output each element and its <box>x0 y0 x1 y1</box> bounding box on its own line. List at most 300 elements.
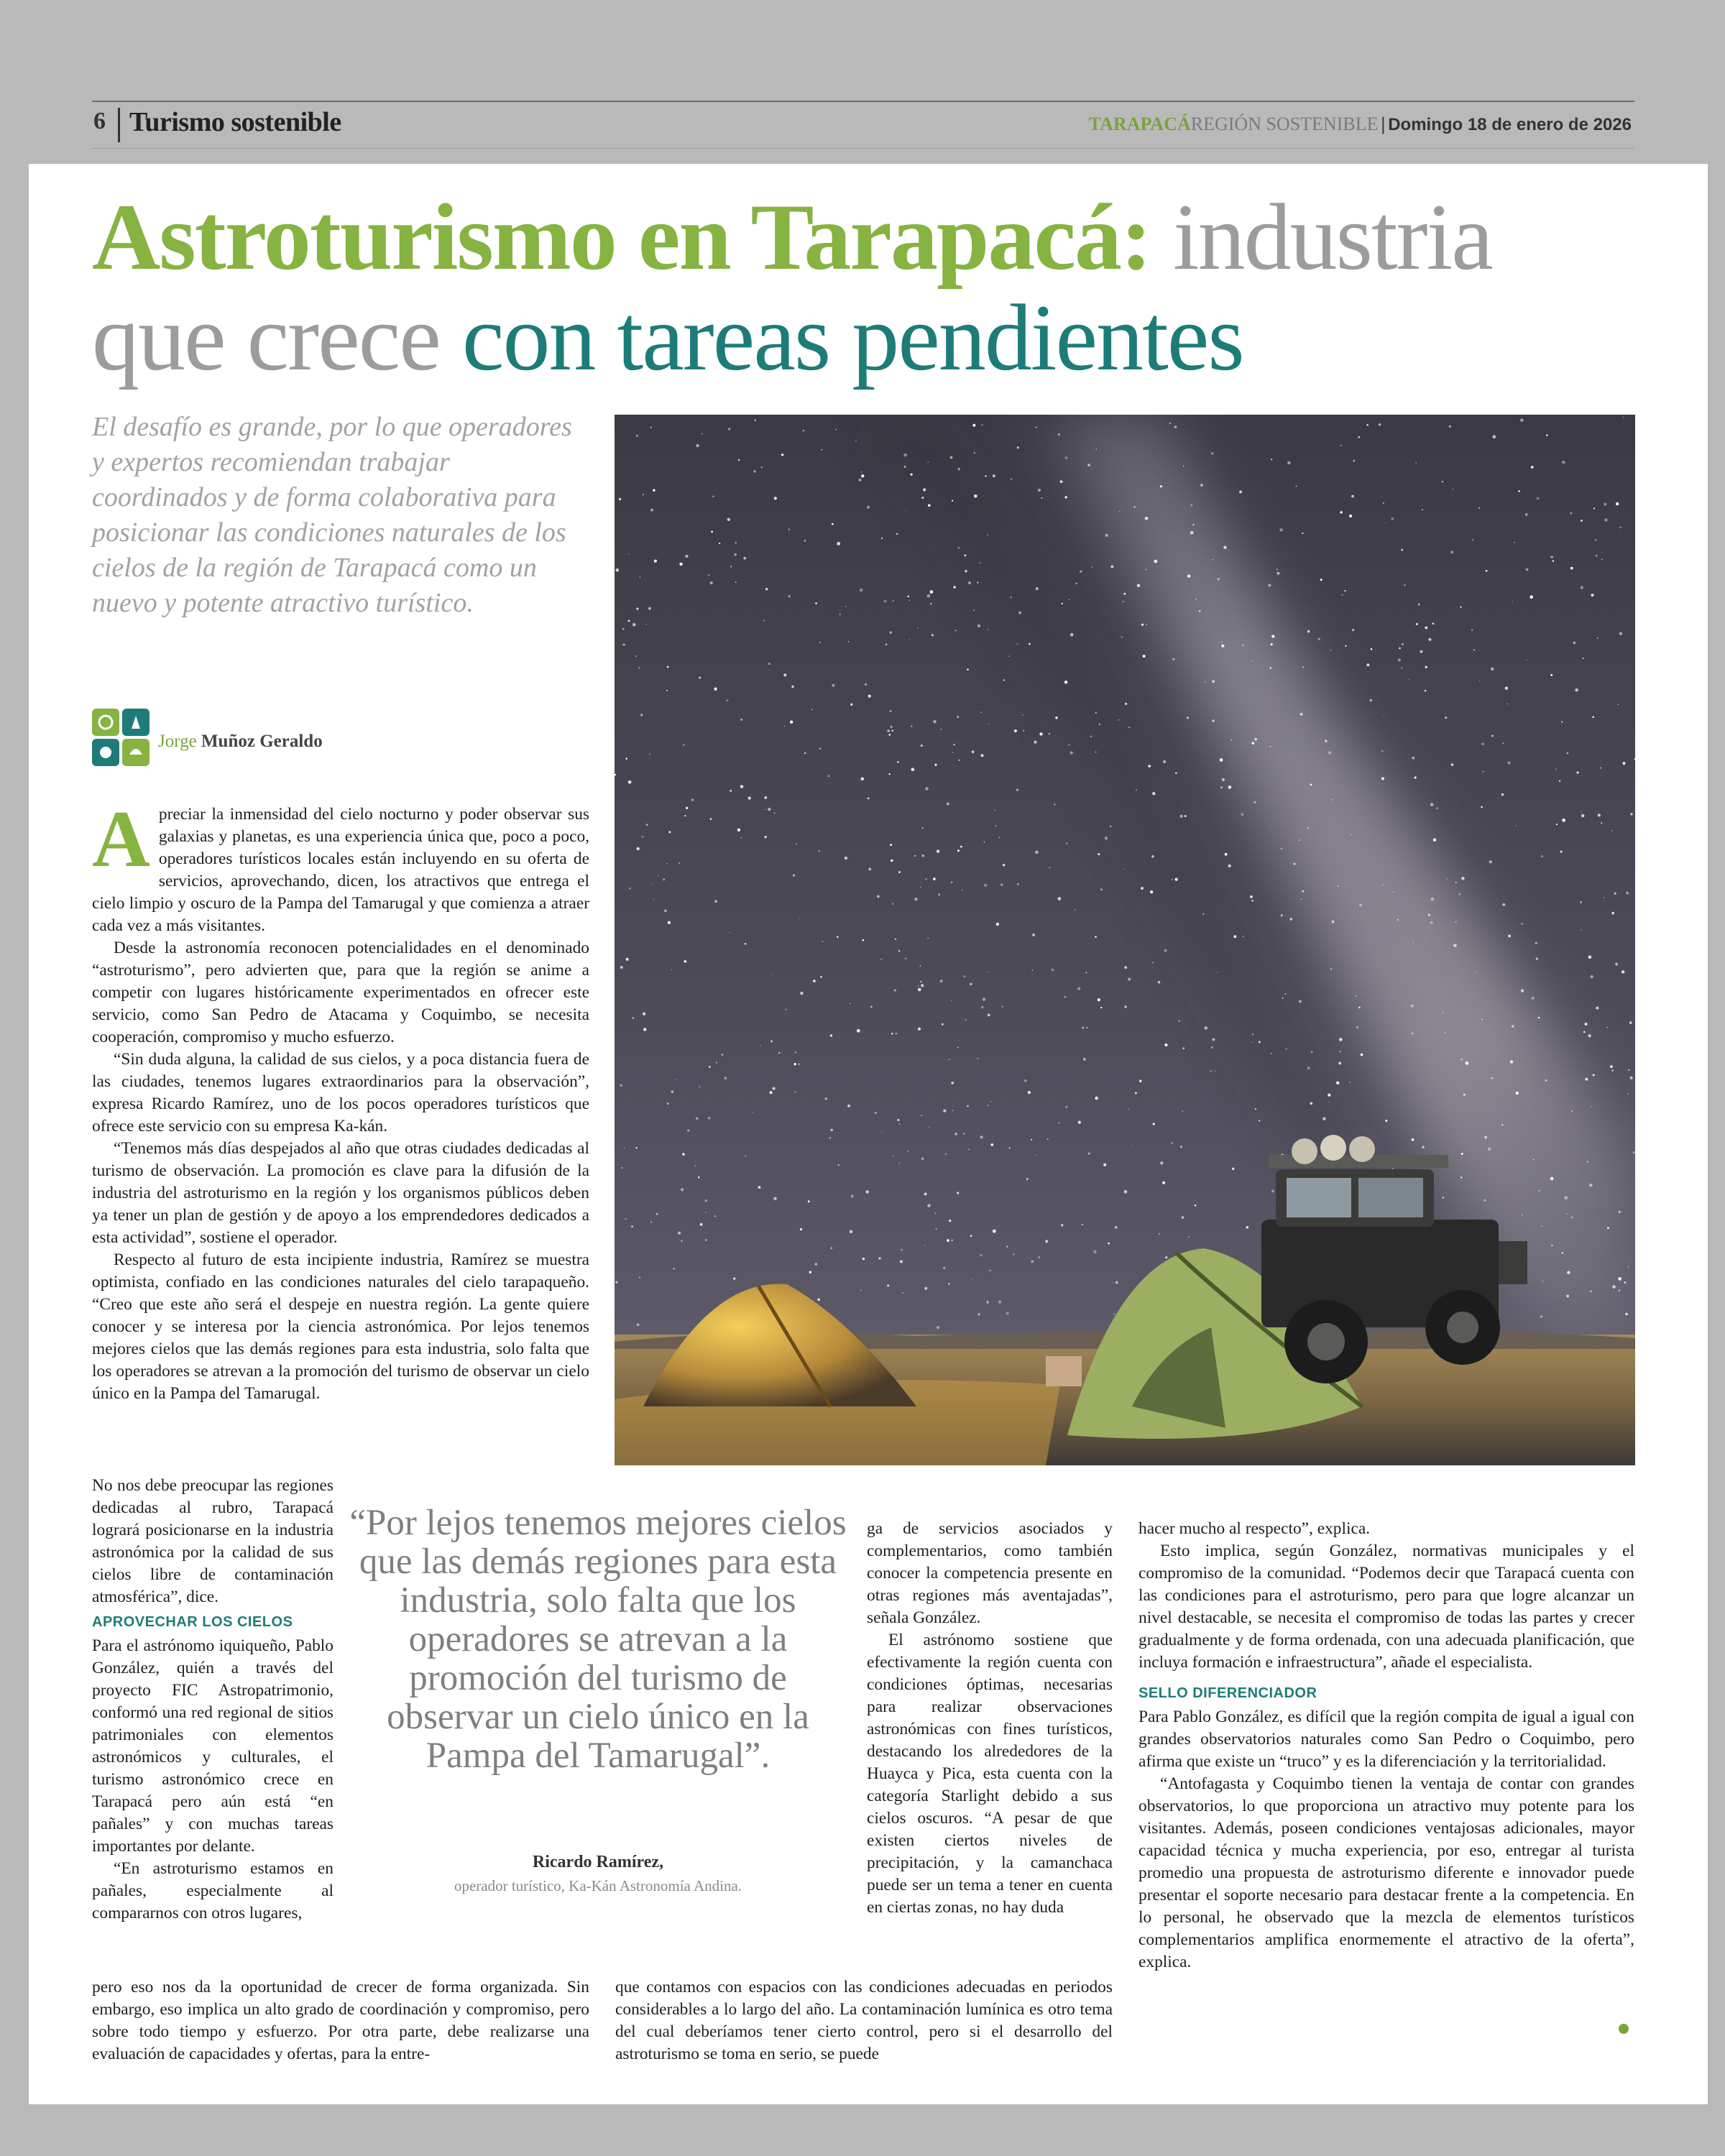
star <box>705 1199 708 1202</box>
byline-first-name: Jorge <box>158 732 197 751</box>
star <box>896 533 898 535</box>
star <box>1397 919 1399 921</box>
star <box>1222 778 1225 781</box>
star <box>625 1218 626 1220</box>
star <box>696 444 699 448</box>
star <box>1622 762 1625 765</box>
star <box>1590 1291 1591 1292</box>
star <box>982 424 983 425</box>
star <box>924 1192 927 1195</box>
star <box>1501 793 1504 796</box>
header-separator: | <box>1381 114 1386 134</box>
star <box>920 887 921 888</box>
star <box>656 1213 658 1215</box>
star <box>1491 668 1494 671</box>
header-bottom-rule <box>92 148 1634 149</box>
star <box>1573 642 1576 644</box>
star <box>765 809 766 811</box>
star <box>691 798 694 801</box>
star <box>974 494 978 498</box>
star <box>1502 903 1505 906</box>
star <box>1310 1102 1313 1105</box>
star <box>667 863 668 864</box>
star <box>1163 760 1166 763</box>
star <box>1039 732 1042 735</box>
star <box>1311 1051 1312 1053</box>
star <box>737 829 740 831</box>
star <box>1271 459 1272 460</box>
star <box>951 1239 953 1241</box>
star <box>954 1133 957 1135</box>
star <box>1003 679 1005 681</box>
star <box>1116 1281 1118 1284</box>
star <box>923 488 926 491</box>
star <box>875 1112 877 1114</box>
star <box>615 568 619 572</box>
star <box>1110 826 1111 827</box>
star <box>1611 1069 1614 1072</box>
star <box>1628 1266 1629 1267</box>
star <box>958 760 960 761</box>
star <box>1095 712 1097 714</box>
star <box>897 761 898 763</box>
star <box>1443 1012 1444 1013</box>
star <box>1340 511 1343 514</box>
star <box>1145 517 1148 520</box>
star <box>1616 502 1619 505</box>
star <box>891 729 893 732</box>
star <box>1128 727 1130 728</box>
star <box>1393 892 1394 893</box>
star <box>892 903 893 905</box>
star <box>1580 901 1582 903</box>
subhead-aprovechar: APROVECHAR LOS CIELOS <box>92 1614 293 1630</box>
star <box>937 1326 939 1329</box>
star <box>1269 746 1271 747</box>
star <box>620 966 623 969</box>
star <box>965 570 967 573</box>
star <box>1066 842 1067 844</box>
star <box>1607 1227 1609 1229</box>
star <box>1184 815 1187 817</box>
star <box>974 452 975 453</box>
star <box>1588 955 1592 959</box>
star <box>840 614 841 615</box>
star <box>1307 1067 1310 1069</box>
star <box>1587 1161 1589 1163</box>
star <box>947 803 949 806</box>
star <box>1202 913 1204 915</box>
star <box>1310 784 1312 786</box>
star <box>1422 510 1423 511</box>
star <box>1268 584 1271 586</box>
star <box>653 489 655 491</box>
pull-quote-role: operador turístico, Ka-Kán Astronomía Andina. <box>454 1877 742 1894</box>
article-column-1-bottom <box>92 1976 589 2065</box>
star <box>1243 936 1244 937</box>
star <box>1562 819 1565 822</box>
star <box>1430 921 1433 924</box>
star <box>860 777 864 780</box>
star <box>1014 729 1017 732</box>
star <box>1162 1181 1165 1184</box>
star <box>979 562 980 563</box>
star <box>1581 811 1583 813</box>
star <box>1625 1313 1628 1316</box>
star <box>684 960 687 963</box>
star <box>1180 1146 1182 1148</box>
star <box>795 1091 796 1092</box>
star <box>1564 1196 1568 1199</box>
star <box>1294 863 1296 865</box>
star <box>928 461 929 462</box>
star <box>745 1156 746 1157</box>
star <box>891 1033 893 1035</box>
star <box>817 1299 819 1301</box>
star <box>1344 590 1346 591</box>
star <box>1614 892 1616 894</box>
star <box>1239 490 1242 493</box>
header-divider <box>118 108 120 142</box>
star <box>903 453 907 457</box>
star <box>1032 934 1035 936</box>
star <box>643 1013 645 1015</box>
star <box>928 504 931 507</box>
star <box>1550 556 1553 558</box>
star <box>893 600 894 602</box>
star <box>1369 699 1372 702</box>
star <box>719 543 720 544</box>
star <box>1442 1197 1444 1199</box>
star <box>1153 1123 1155 1125</box>
star <box>1190 504 1192 506</box>
star <box>877 895 880 898</box>
star <box>960 846 962 848</box>
star <box>973 609 974 610</box>
star <box>1028 1091 1031 1094</box>
star <box>1225 853 1228 856</box>
star <box>862 939 865 941</box>
star <box>1098 998 1100 1001</box>
star <box>643 494 644 495</box>
star <box>1581 814 1584 817</box>
star <box>1065 496 1067 498</box>
star <box>972 424 975 427</box>
star <box>790 721 793 724</box>
star <box>887 1284 889 1286</box>
star <box>1217 578 1220 581</box>
star <box>1220 758 1223 762</box>
article-paragraph-2: Desde la astronomía reconocen potencialidades en el denominado “astroturismo”, pero advierten que, para que la región se anime a competir con lugares históricamente experimentados en ofrecer este servicio, como San Pedro de Atacama y Coquimbo, se necesita cooperación, compromiso y mucho esfuerzo. <box>92 939 589 1046</box>
star <box>943 1110 946 1112</box>
paragraph-1-text: preciar la inmensidad del cielo nocturno y poder observar sus galaxias y planetas, es una experiencia única que, poco a poco, operadores turísticos locales están incluyendo en su oferta de servicios, aprovechando, dicen, los atractivos que entrega el cielo limpio y oscuro de la Pampa del Tamarugal y que comienza a atraer cada vez a más visitantes. <box>92 805 589 935</box>
star <box>1022 714 1024 716</box>
star <box>1595 539 1597 541</box>
star <box>955 630 957 631</box>
star <box>745 943 747 945</box>
star <box>649 753 650 754</box>
cooler-box <box>1046 1356 1082 1386</box>
star <box>740 837 742 839</box>
star <box>714 1215 716 1217</box>
star <box>967 1105 969 1107</box>
star <box>1436 807 1438 809</box>
star <box>740 719 742 721</box>
star <box>1510 1060 1514 1064</box>
star <box>671 969 672 970</box>
star <box>1322 1117 1326 1120</box>
star <box>764 796 767 799</box>
star <box>1065 1106 1067 1108</box>
star <box>838 1164 840 1166</box>
star <box>1349 515 1352 517</box>
brand-suffix: REGIÓN SOSTENIBLE <box>1190 114 1379 134</box>
star <box>1540 1316 1542 1318</box>
star <box>793 874 796 877</box>
star <box>1460 606 1462 608</box>
star <box>1585 1078 1588 1081</box>
star <box>888 773 890 775</box>
star <box>1029 643 1031 645</box>
star <box>1011 596 1012 598</box>
star <box>894 989 896 991</box>
star <box>1561 721 1563 722</box>
star <box>1016 643 1018 645</box>
star <box>1580 586 1583 589</box>
star <box>1032 969 1033 970</box>
star <box>937 849 939 852</box>
star <box>1054 803 1055 805</box>
star <box>1353 460 1355 462</box>
star <box>667 1102 669 1105</box>
star <box>1630 813 1632 815</box>
star <box>1058 433 1060 436</box>
star <box>1080 571 1082 573</box>
star <box>889 631 892 634</box>
star <box>1491 1077 1493 1079</box>
star <box>1520 418 1524 422</box>
star <box>1521 923 1523 925</box>
article-column-3 <box>867 1518 1113 1919</box>
star <box>953 744 955 746</box>
star <box>1404 584 1406 586</box>
star <box>936 1228 937 1230</box>
star <box>1325 740 1328 742</box>
star <box>1124 1005 1127 1008</box>
star <box>1425 690 1427 692</box>
article-paragraph-6: Para el astrónomo iquiqueño, Pablo González, quién a través del proyecto FIC Astropatrimonio, conformó una red regional de sitios patrimoniales con elementos astronómicos y culturales, el turismo astronómico crece en Tarapacá pero aún está “en pañales” y con muchas tareas importantes por delante. <box>92 1636 334 1856</box>
star <box>1302 890 1304 893</box>
star <box>898 871 901 873</box>
star <box>990 1270 991 1271</box>
article-paragraph-c4c: Para Pablo González, es difícil que la región compita de igual a igual con grandes observatorios naturales como San Pedro o Coquimbo, pero afirma que existe un “truco” y es la diferenciación y la territorialidad. <box>1138 1708 1634 1771</box>
star <box>1555 769 1557 770</box>
star <box>1593 507 1595 509</box>
star <box>1221 641 1223 642</box>
star <box>1241 813 1244 816</box>
star <box>1139 1079 1142 1082</box>
star <box>1475 972 1476 973</box>
star <box>1575 688 1578 692</box>
star <box>1151 855 1154 858</box>
star <box>638 667 640 668</box>
star <box>1075 583 1077 584</box>
star <box>1502 742 1504 744</box>
star <box>645 624 647 625</box>
star <box>796 843 797 844</box>
star <box>1402 643 1404 645</box>
star <box>1328 1093 1330 1096</box>
star <box>1299 839 1300 841</box>
star <box>1070 751 1073 754</box>
star <box>1366 424 1368 426</box>
star <box>1251 660 1252 661</box>
star <box>1137 584 1141 587</box>
star <box>1381 750 1383 752</box>
star <box>666 690 668 691</box>
star <box>1601 559 1602 560</box>
star <box>1338 885 1339 887</box>
star <box>700 1223 703 1226</box>
star <box>1141 887 1144 890</box>
star <box>918 988 921 991</box>
star <box>1141 624 1144 626</box>
star <box>964 554 966 556</box>
article-paragraph-5b: No nos debe preocupar las regiones dedicadas al rubro, Tarapacá logrará posicionarse en la industria astronómica por la calidad de sus cielos libre de contaminación atmosférica”, dice. <box>92 1476 334 1606</box>
star <box>794 1063 796 1066</box>
star <box>1195 599 1197 600</box>
star <box>1068 744 1070 746</box>
star <box>1145 568 1146 570</box>
star <box>965 1019 967 1021</box>
star <box>1619 632 1622 635</box>
star <box>1091 566 1092 568</box>
star <box>738 459 740 461</box>
star <box>952 1110 954 1111</box>
star <box>1461 877 1465 880</box>
star <box>930 590 934 594</box>
star <box>1212 1038 1215 1041</box>
star <box>1339 1051 1341 1053</box>
star <box>1589 1184 1593 1187</box>
star <box>907 1151 908 1152</box>
star <box>622 643 625 645</box>
star <box>1008 655 1010 657</box>
star <box>1570 567 1573 570</box>
star <box>1596 1007 1598 1010</box>
star <box>1472 539 1473 540</box>
star <box>1336 1082 1339 1084</box>
star <box>980 1254 983 1257</box>
star <box>678 1232 681 1235</box>
star <box>1566 1213 1568 1215</box>
star <box>889 734 891 736</box>
star <box>1143 655 1146 658</box>
star <box>1108 1243 1110 1245</box>
star <box>980 1135 983 1138</box>
star <box>938 893 940 895</box>
star <box>1581 520 1583 522</box>
star <box>921 984 924 987</box>
star <box>1041 497 1042 499</box>
star <box>1593 1074 1595 1076</box>
star <box>705 1212 706 1213</box>
star <box>993 474 995 477</box>
star <box>1281 848 1282 849</box>
star <box>752 1112 753 1113</box>
star <box>696 1118 698 1120</box>
star <box>1175 878 1178 881</box>
star <box>1287 461 1290 464</box>
star <box>1045 1240 1048 1243</box>
star <box>886 643 888 645</box>
star <box>773 1197 777 1200</box>
star <box>845 857 848 860</box>
star <box>687 1129 689 1131</box>
star <box>1623 417 1624 418</box>
star <box>837 936 839 939</box>
star <box>642 836 643 837</box>
star <box>676 1079 677 1080</box>
star <box>921 981 922 982</box>
star <box>1460 1176 1462 1178</box>
star <box>1016 788 1018 791</box>
star <box>1115 1226 1118 1229</box>
star <box>1000 883 1003 886</box>
star <box>727 518 730 521</box>
star <box>897 1119 899 1121</box>
star <box>1034 740 1036 743</box>
star <box>1455 882 1457 883</box>
star <box>941 729 942 730</box>
star <box>1508 935 1511 938</box>
star <box>909 600 910 601</box>
star <box>1276 572 1279 575</box>
star <box>815 1263 818 1266</box>
star <box>984 842 985 843</box>
star <box>1518 490 1520 492</box>
star <box>1190 531 1194 535</box>
star <box>1038 1256 1040 1258</box>
star <box>1008 1147 1010 1148</box>
star <box>1615 963 1618 966</box>
star <box>1413 942 1414 943</box>
star <box>1341 594 1343 596</box>
star <box>905 957 907 959</box>
star <box>868 797 870 799</box>
star <box>1302 533 1303 534</box>
star <box>1171 1143 1172 1144</box>
star <box>1401 667 1402 668</box>
star <box>1124 1190 1128 1194</box>
star <box>1481 743 1484 745</box>
star <box>685 555 688 558</box>
star <box>1204 1026 1208 1030</box>
star <box>927 1204 930 1207</box>
star <box>855 440 857 441</box>
star <box>783 673 786 676</box>
star <box>980 754 983 757</box>
star <box>1611 830 1613 831</box>
star <box>1538 1017 1540 1018</box>
star <box>1228 865 1230 867</box>
star <box>1533 1158 1535 1160</box>
star <box>1455 921 1457 923</box>
headline <box>92 184 1644 390</box>
byline-last-names: Muñoz Geraldo <box>201 732 323 751</box>
star <box>858 479 861 482</box>
star <box>1121 636 1123 638</box>
